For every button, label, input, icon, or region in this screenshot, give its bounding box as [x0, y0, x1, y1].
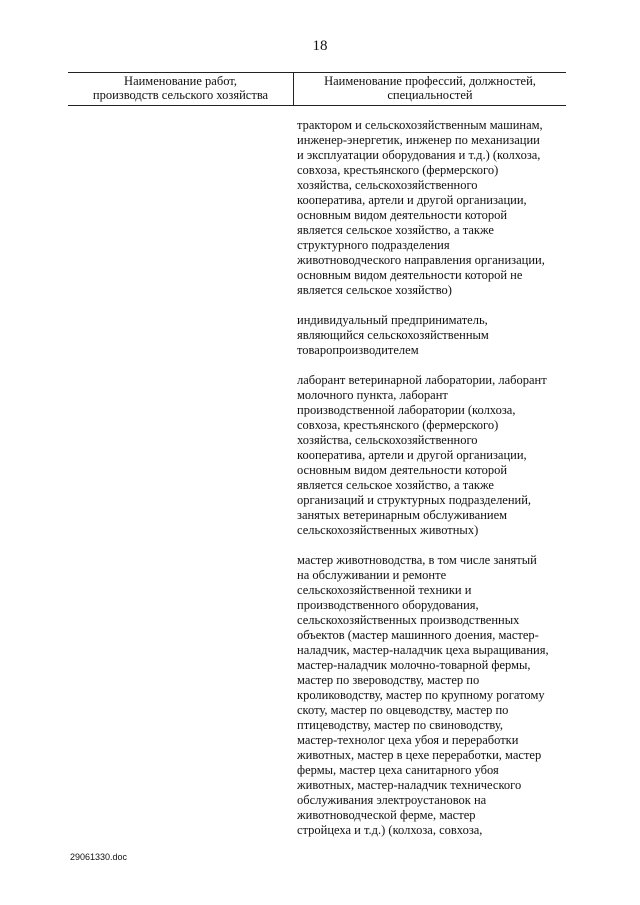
paragraph-line: мастер животноводства, в том числе занятый: [297, 553, 537, 567]
paragraph-line: мастер по звероводству, мастер по: [297, 673, 480, 687]
paragraph-line: индивидуальный предприниматель,: [297, 313, 488, 327]
header-works-column: [68, 73, 293, 105]
paragraph-line: структурного подразделения: [297, 238, 450, 252]
paragraph-line: кролиководству, мастер по крупному рогатому: [297, 688, 545, 702]
header-professions-line: Наименование профессий, должностей,: [324, 74, 536, 88]
paragraph-line: совхоза, крестьянского (фермерского): [297, 418, 499, 432]
professions-list: [297, 118, 569, 853]
paragraph-line: сельскохозяйственных производственных: [297, 613, 520, 627]
profession-paragraph: [297, 313, 569, 358]
paragraph-line: птицеводству, мастер по свиноводству,: [297, 718, 504, 732]
paragraph-line: молочного пункта, лаборант: [297, 388, 448, 402]
paragraph-line: сельскохозяйственных животных): [297, 523, 479, 537]
paragraph-line: организаций и структурных подразделений,: [297, 493, 532, 507]
profession-paragraph: [297, 373, 569, 538]
profession-paragraph: [297, 118, 569, 298]
paragraph-line: животноводческой ферме, мастер: [297, 808, 476, 822]
paragraph-line: стройцеха и т.д.) (колхоза, совхоза,: [297, 823, 483, 837]
paragraph-line: основным видом деятельности которой: [297, 463, 508, 477]
paragraph-line: товаропроизводителем: [297, 343, 419, 357]
paragraph-line: являющийся сельскохозяйственным: [297, 328, 489, 342]
paragraph-line: трактором и сельскохозяйственным машинам,: [297, 118, 543, 132]
paragraph-line: производственного оборудования,: [297, 598, 479, 612]
header-works-line: производств сельского хозяйства: [92, 88, 269, 102]
paragraph-line: скоту, мастер по овцеводству, мастер по: [297, 703, 509, 717]
paragraph-line: основным видом деятельности которой: [297, 208, 508, 222]
paragraph-line: кооператива, артели и другой организации,: [297, 448, 527, 462]
paragraph-line: наладчик, мастер-наладчик цеха выращивания,: [297, 643, 549, 657]
footer-filename: 29061330.doc: [70, 852, 128, 862]
paragraph-line: и эксплуатации оборудования и т.д.) (колхоза,: [297, 148, 541, 162]
paragraph-line: занятых ветеринарным обслуживанием: [297, 508, 508, 522]
header-professions-column: [294, 73, 566, 105]
header-professions-line: специальностей: [387, 88, 473, 102]
paragraph-line: фермы, мастер цеха санитарного убоя: [297, 763, 499, 777]
paragraph-line: мастер-наладчик молочно-товарной фермы,: [297, 658, 531, 672]
page-number: 18: [312, 38, 328, 54]
paragraph-line: на обслуживании и ремонте: [297, 568, 447, 582]
paragraph-line: животных, мастер в цехе переработки, мастер: [297, 748, 542, 762]
profession-paragraph: [297, 553, 569, 838]
paragraph-line: объектов (мастер машинного доения, мастер-: [297, 628, 539, 642]
paragraph-line: является сельское хозяйство): [297, 283, 452, 297]
paragraph-line: является сельское хозяйство, а также: [297, 223, 494, 237]
paragraph-line: производственной лаборатории (колхоза,: [297, 403, 516, 417]
paragraph-line: мастер-технолог цеха убоя и переработки: [297, 733, 519, 747]
paragraph-line: инженер-энергетик, инженер по механизации: [297, 133, 540, 147]
paragraph-line: хозяйства, сельскохозяйственного: [297, 433, 478, 447]
paragraph-line: является сельское хозяйство, а также: [297, 478, 494, 492]
paragraph-line: сельскохозяйственной техники и: [297, 583, 472, 597]
paragraph-line: лаборант ветеринарной лаборатории, лаборант: [297, 373, 547, 387]
table-header: [68, 72, 566, 106]
header-works-line: Наименование работ,: [124, 74, 237, 88]
paragraph-line: кооператива, артели и другой организации,: [297, 193, 527, 207]
paragraph-line: хозяйства, сельскохозяйственного: [297, 178, 478, 192]
paragraph-line: обслуживания электроустановок на: [297, 793, 487, 807]
paragraph-line: животноводческого направления организации,: [297, 253, 545, 267]
paragraph-line: животных, мастер-наладчик технического: [297, 778, 522, 792]
paragraph-line: совхоза, крестьянского (фермерского): [297, 163, 499, 177]
paragraph-line: основным видом деятельности которой не: [297, 268, 523, 282]
